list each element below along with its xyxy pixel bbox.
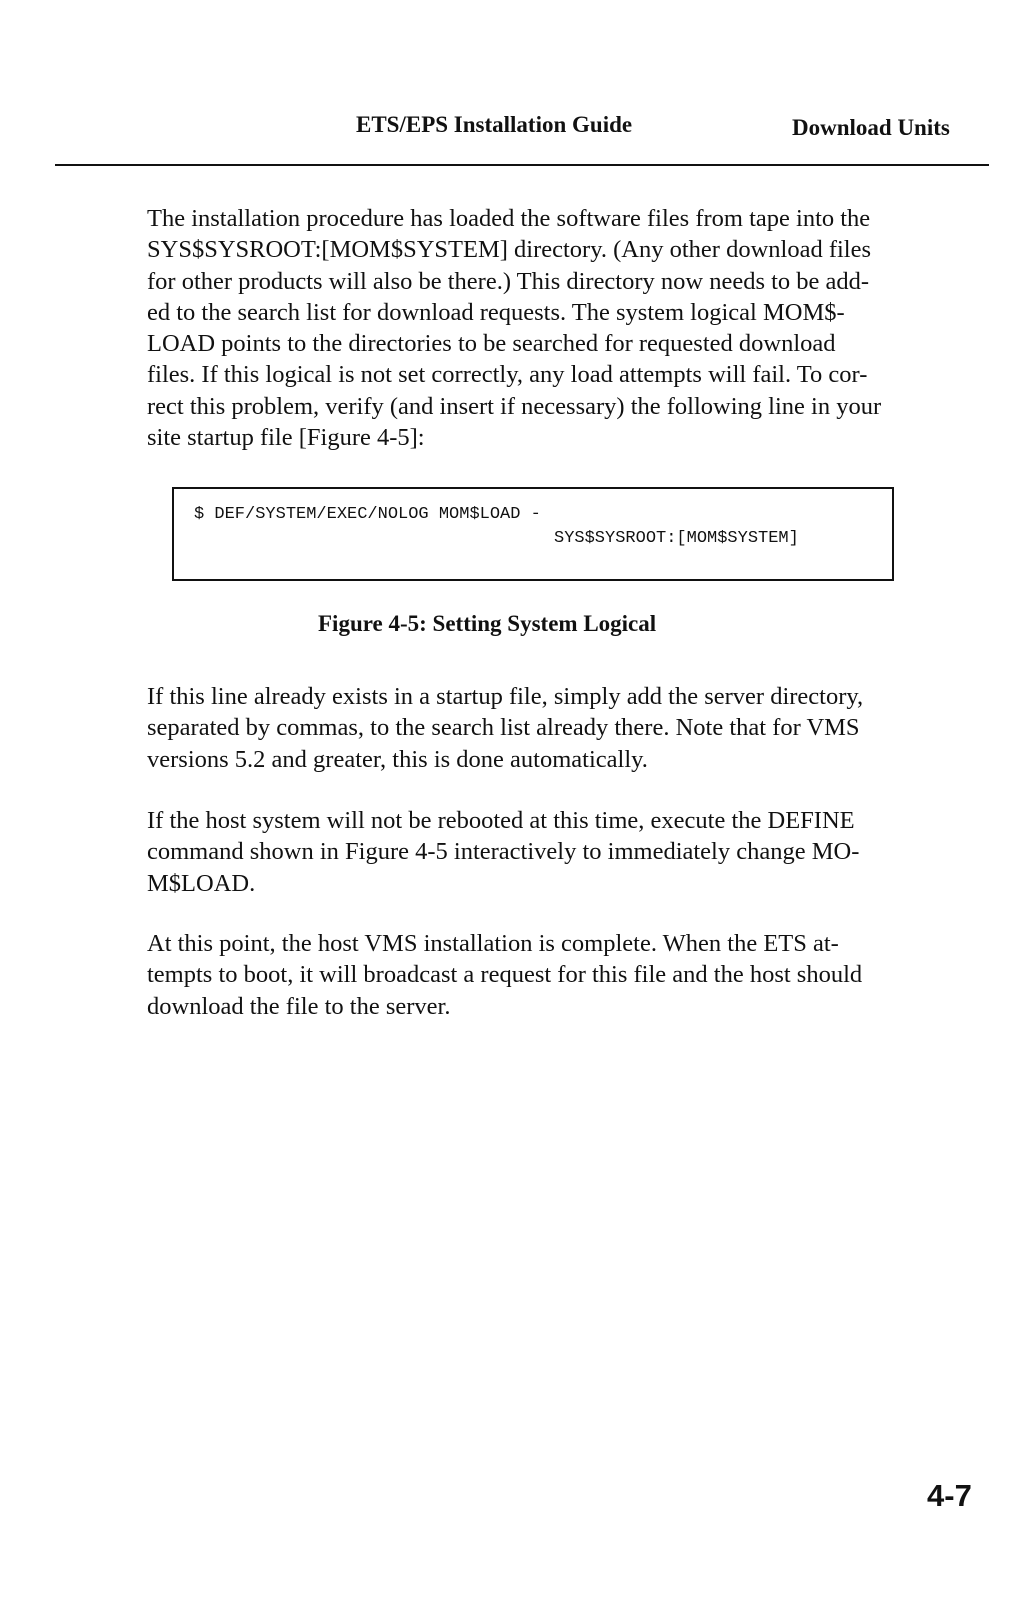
text-line: LOAD points to the directories to be searched for requested download (147, 330, 836, 358)
paragraph-no-reboot (147, 805, 992, 899)
text-line: If this line already exists in a startup file, simply add the server directory, (147, 683, 864, 710)
text-line: files. If this logical is not set correctly, any load attempts will fail. To cor- (147, 361, 868, 389)
text-line: separated by commas, to the search list already there. Note that for VMS (147, 714, 860, 742)
text-line: The installation procedure has loaded the software files from tape into the (147, 205, 871, 232)
code-line: $ DEF/SYSTEM/EXEC/NOLOG MOM$LOAD - (194, 505, 541, 524)
page-number: 4-7 (927, 1478, 972, 1513)
text-line: SYS$SYSROOT:[MOM$SYSTEM] directory. (Any other download files (147, 236, 871, 264)
text-line: versions 5.2 and greater, this is done automatically. (147, 745, 648, 773)
running-header-title: ETS/EPS Installation Guide (356, 112, 633, 137)
text-line: M$LOAD. (147, 869, 256, 897)
figure-caption: Figure 4-5: Setting System Logical (318, 611, 657, 636)
text-line: ed to the search list for download requests. The system logical MOM$- (147, 298, 845, 326)
text-line: command shown in Figure 4-5 interactively to immediately change MO- (147, 838, 860, 866)
paragraph-complete (147, 928, 992, 1022)
code-figure-box (172, 487, 894, 581)
paragraph-intro (147, 203, 992, 453)
paragraph-existing-line (147, 681, 992, 775)
text-line: site startup file [Figure 4-5]: (147, 424, 425, 452)
code-line: SYS$SYSROOT:[MOM$SYSTEM] (554, 529, 799, 548)
text-line: tempts to boot, it will broadcast a request for this file and the host should (147, 961, 863, 989)
text-line: rect this problem, verify (and insert if necessary) the following line in your (147, 392, 882, 420)
text-line: download the file to the server. (147, 992, 451, 1020)
text-line: If the host system will not be rebooted at this time, execute the DEFINE (147, 807, 855, 834)
running-header-section: Download Units (792, 115, 950, 140)
text-line: for other products will also be there.) This directory now needs to be add- (147, 267, 870, 295)
text-line: At this point, the host VMS installation is complete. When the ETS at- (147, 930, 839, 957)
header-rule (55, 164, 989, 166)
